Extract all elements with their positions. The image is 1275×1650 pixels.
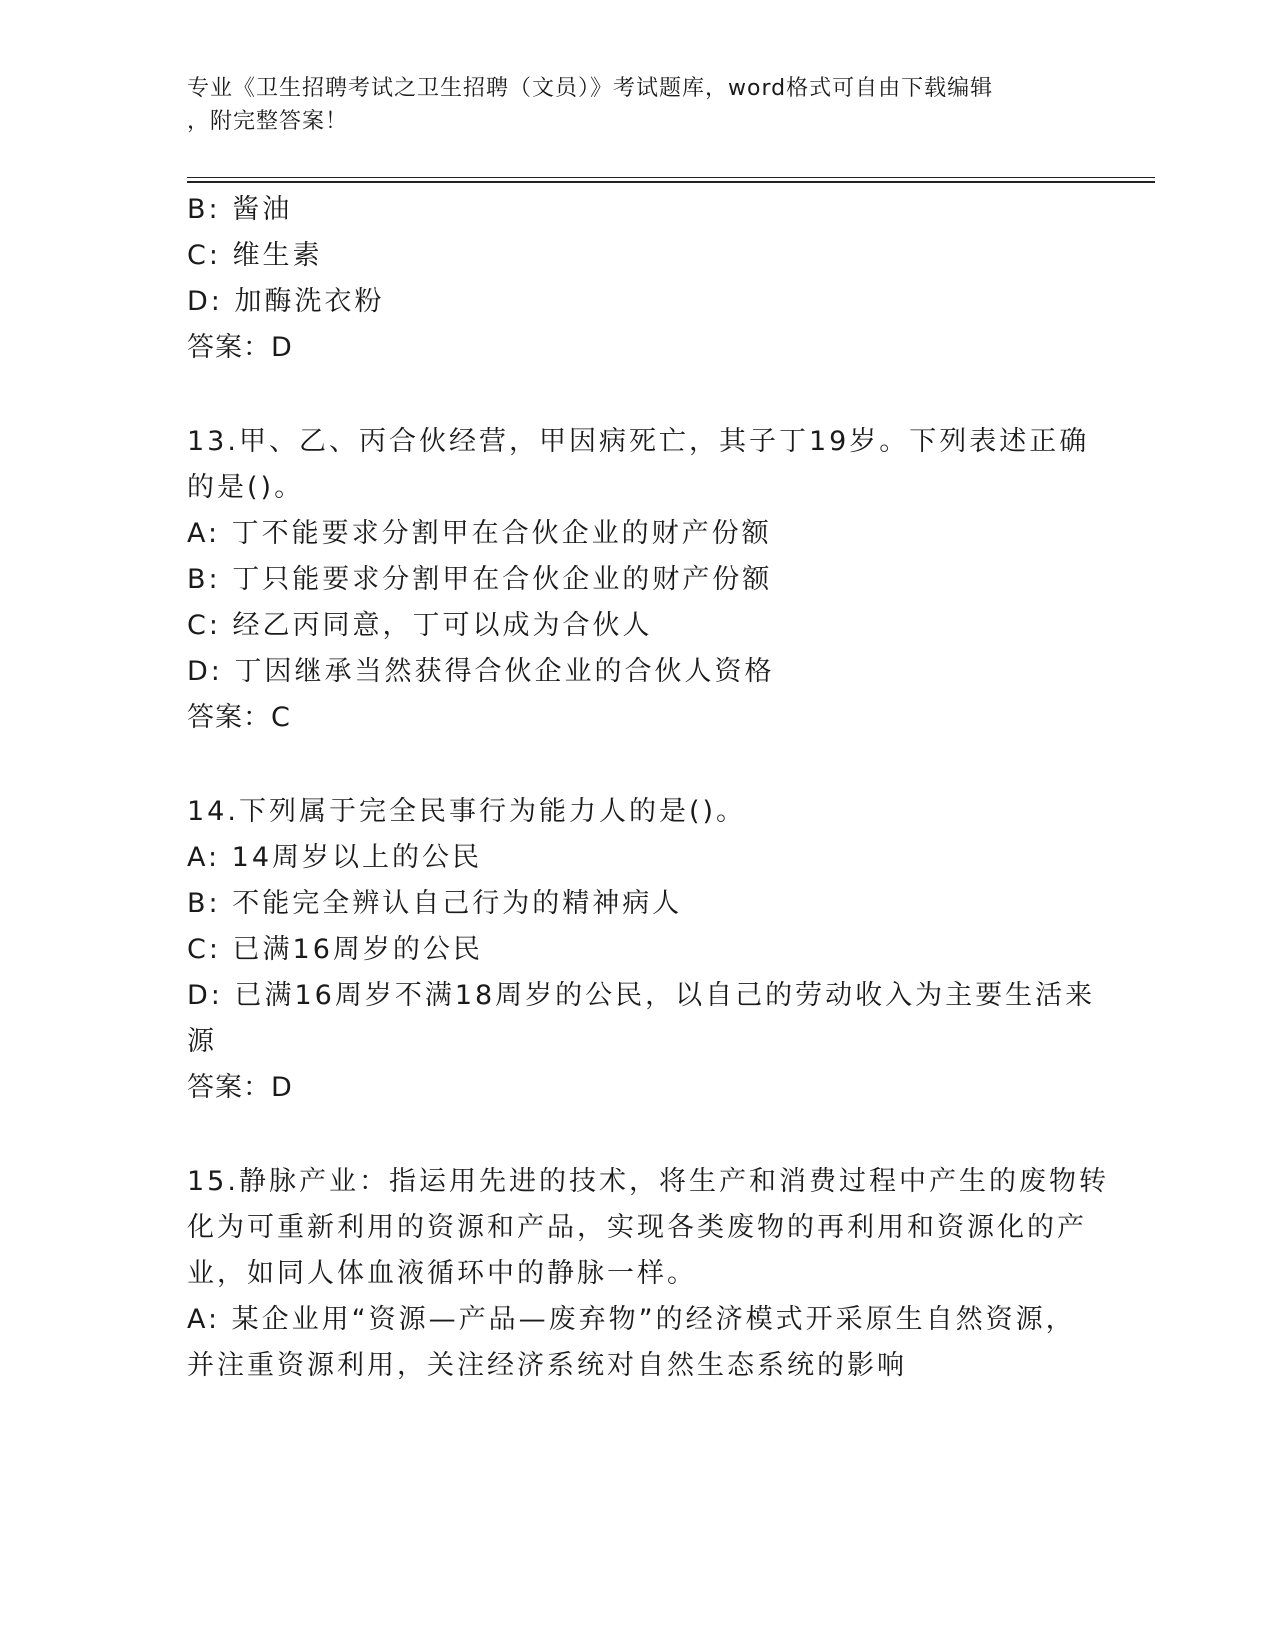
option-c: C: 经乙丙同意，丁可以成为合伙人 <box>187 610 653 641</box>
option-b: B: 丁只能要求分割甲在合伙企业的财产份额 <box>187 564 773 595</box>
question-13 <box>187 419 1097 741</box>
option-d: D: 已满16周岁不满18周岁的公民，以自己的劳动收入为主要生活来 <box>187 980 1096 1011</box>
option-b: B: 酱油 <box>187 194 293 225</box>
option-d-continuation: 源 <box>187 1026 217 1057</box>
question-text-line: 化为可重新利用的资源和产品，实现各类废物的再利用和资源化的产 <box>187 1212 1087 1243</box>
option-c: C: 维生素 <box>187 240 323 271</box>
option-d: D: 加酶洗衣粉 <box>187 286 385 317</box>
question-text-line: 13.甲、乙、丙合伙经营，甲因病死亡，其子丁19岁。下列表述正确 <box>187 426 1090 457</box>
question-text-line: 15.静脉产业：指运用先进的技术，将生产和消费过程中产生的废物转 <box>187 1166 1109 1197</box>
header-line-2: ，附完整答案！ <box>187 109 349 134</box>
question-list <box>187 187 1109 1389</box>
question-14 <box>187 789 1097 1111</box>
option-b: B: 不能完全辨认自己行为的精神病人 <box>187 888 683 919</box>
answer: 答案：D <box>187 1072 293 1103</box>
header-divider <box>187 177 1155 183</box>
option-a-continuation: 并注重资源利用，关注经济系统对自然生态系统的影响 <box>187 1350 907 1381</box>
document-header <box>187 72 1087 138</box>
question-text-line: 14.下列属于完全民事行为能力人的是()。 <box>187 796 747 827</box>
option-c: C: 已满16周岁的公民 <box>187 934 483 965</box>
option-a: A: 某企业用“资源—产品—废弃物”的经济模式开采原生自然资源， <box>187 1304 1076 1335</box>
option-a: A: 14周岁以上的公民 <box>187 842 483 873</box>
question-12-tail <box>187 187 1097 371</box>
option-a: A: 丁不能要求分割甲在合伙企业的财产份额 <box>187 518 772 549</box>
question-text-line: 业，如同人体血液循环中的静脉一样。 <box>187 1258 697 1289</box>
question-text-line: 的是()。 <box>187 472 305 503</box>
question-15 <box>187 1159 1109 1389</box>
answer: 答案：C <box>187 702 291 733</box>
answer: 答案：D <box>187 332 293 363</box>
header-line-1: 专业《卫生招聘考试之卫生招聘（文员）》考试题库，word格式可自由下载编辑 <box>187 76 994 101</box>
option-d: D: 丁因继承当然获得合伙企业的合伙人资格 <box>187 656 775 687</box>
